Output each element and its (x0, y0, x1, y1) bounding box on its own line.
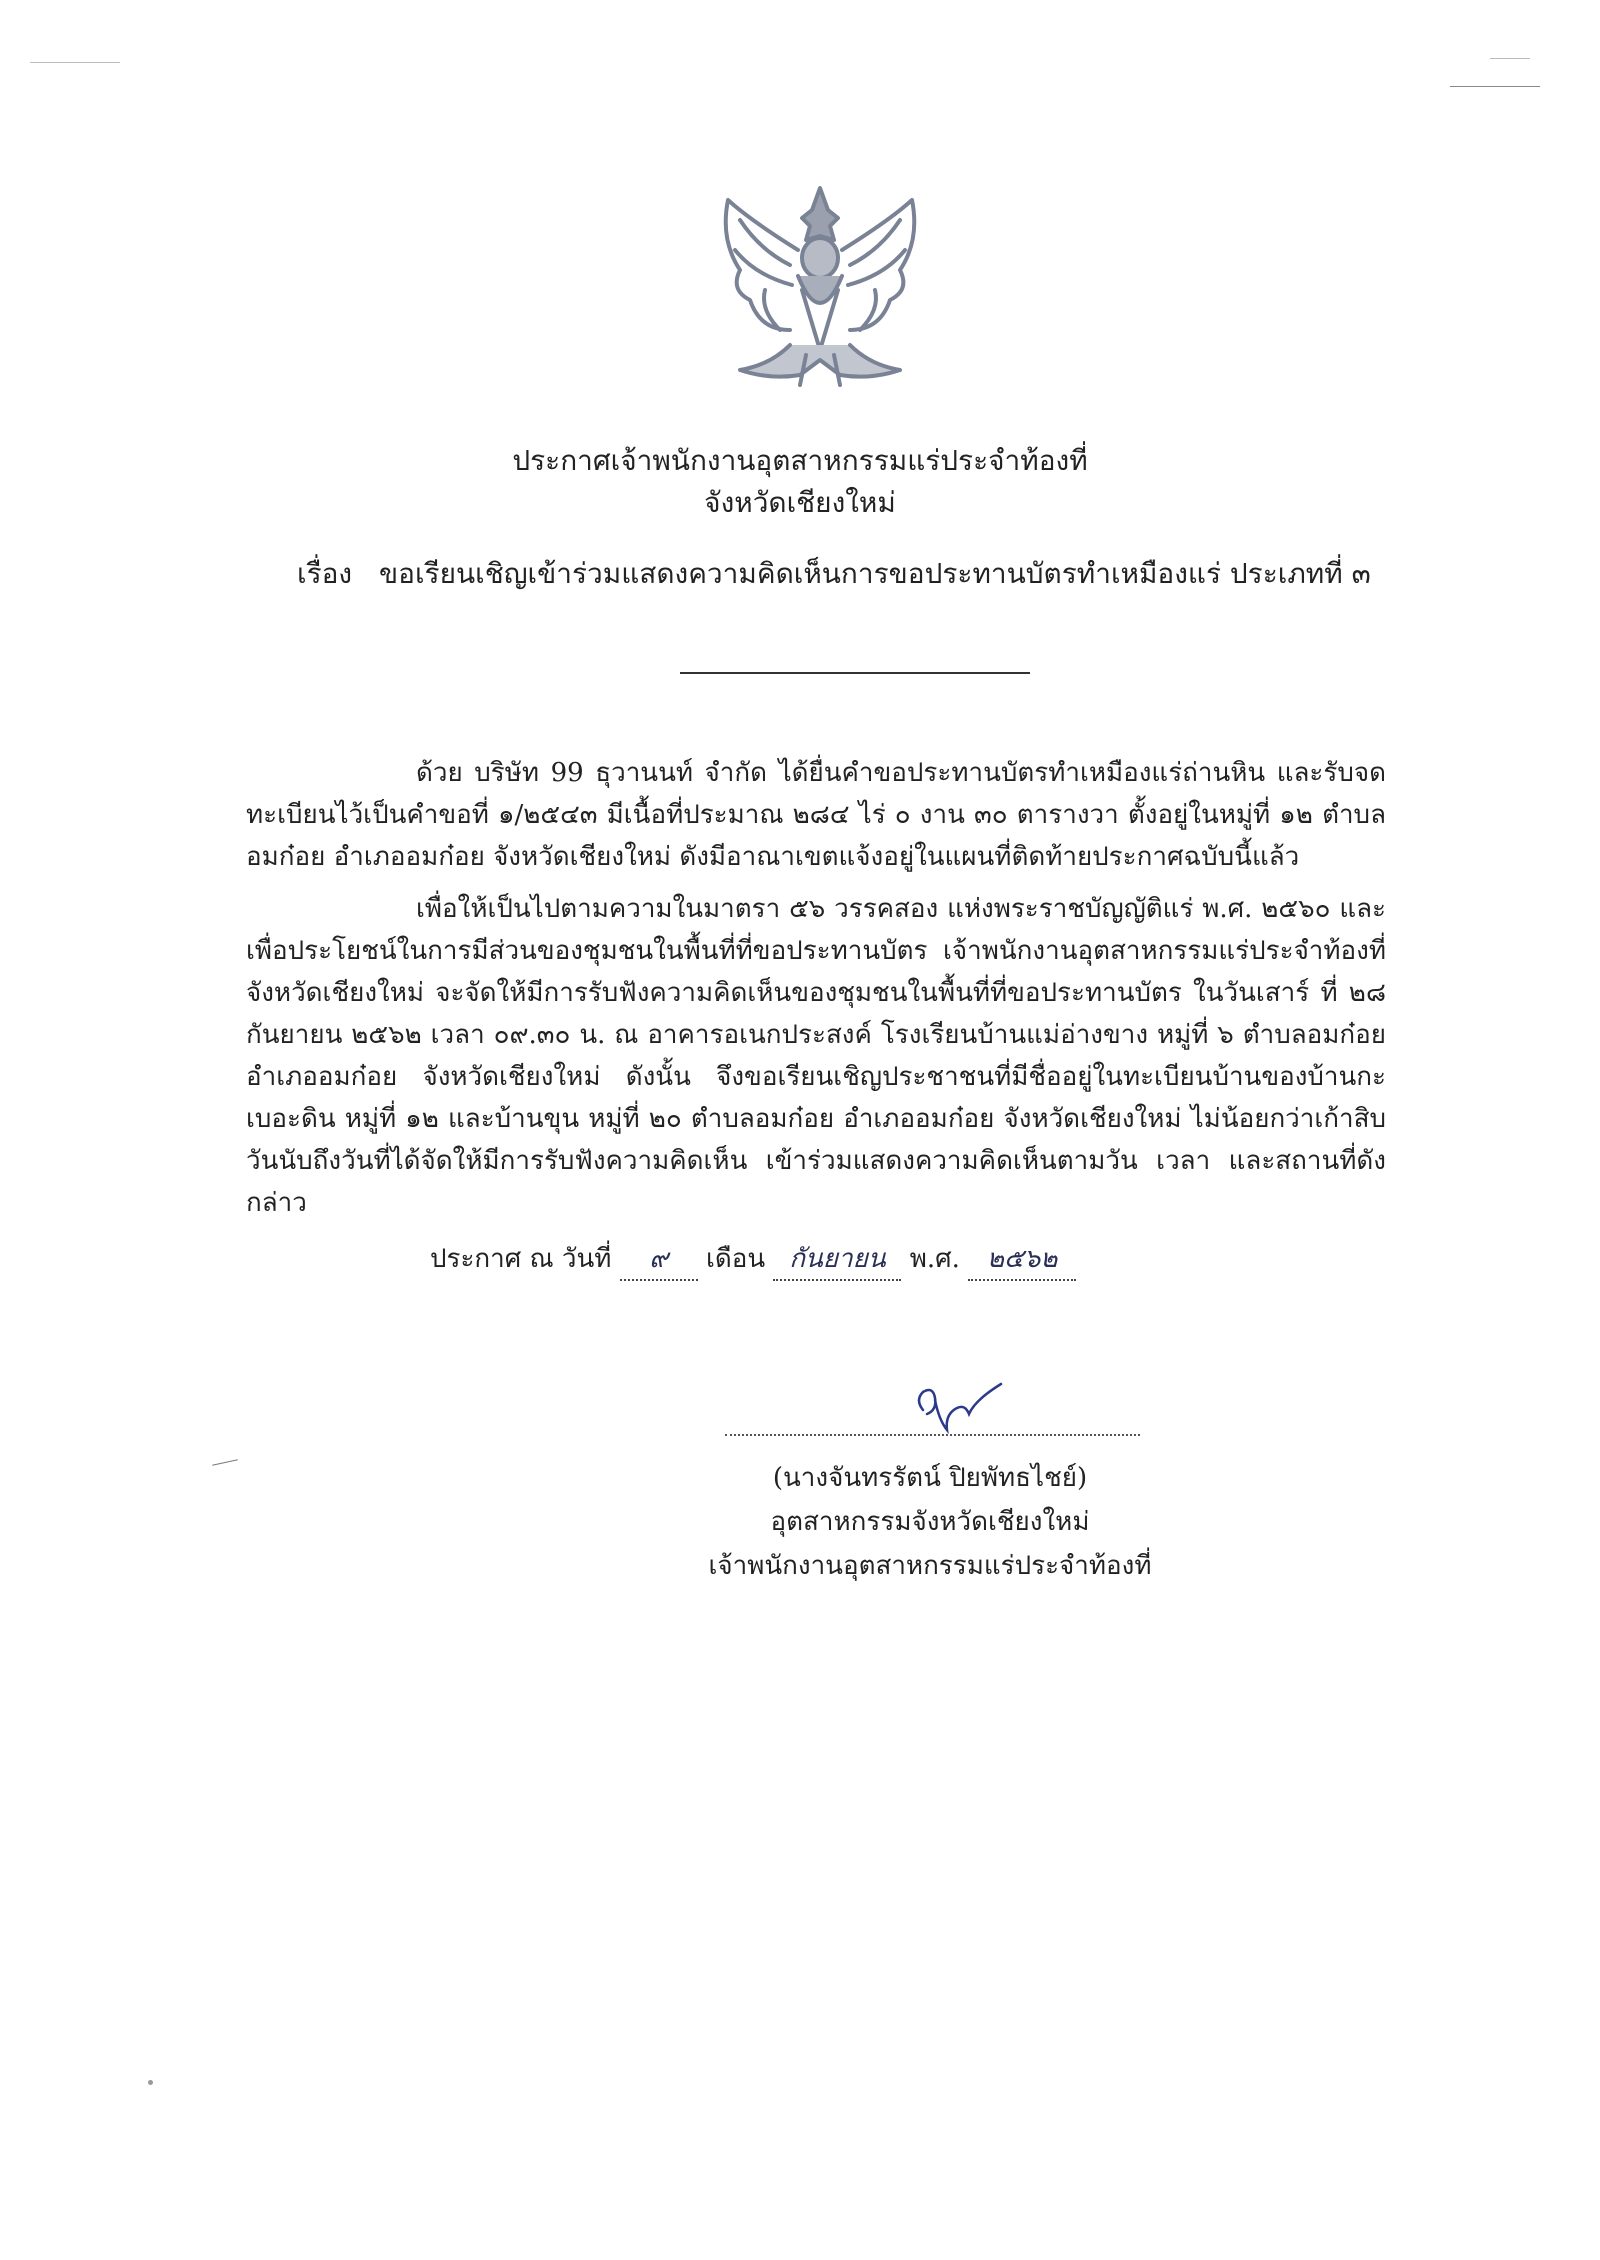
signatory-name: (นางจันทรรัตน์ ปิยพัทธไชย์) (772, 1463, 1088, 1493)
subject-label: เรื่อง (297, 557, 353, 590)
body-text (246, 752, 1386, 1234)
document-title (0, 440, 1600, 524)
title-line-1: ประกาศเจ้าพนักงานอุตสาหกรรมแร่ประจำท้องที่ (512, 444, 1088, 477)
announcement-date (430, 1238, 1076, 1281)
signatory-position-1: อุตสาหกรรมจังหวัดเชียงใหม่ (770, 1507, 1090, 1537)
month-label: เดือน (705, 1244, 766, 1274)
title-line-2: จังหวัดเชียงใหม่ (704, 486, 896, 519)
signature-line (725, 1434, 1140, 1436)
subject-line (297, 552, 1371, 596)
year-label: พ.ศ. (909, 1244, 960, 1274)
garuda-emblem-icon (710, 180, 930, 390)
announcement-month: กันยายน (773, 1238, 901, 1281)
signatory-block (700, 1456, 1160, 1588)
scan-mark (212, 1459, 238, 1465)
scan-mark (148, 2080, 153, 2085)
announcement-prefix: ประกาศ ณ วันที่ (430, 1244, 612, 1274)
subject-text: ขอเรียนเชิญเข้าร่วมแสดงความคิดเห็นการขอประทานบัตรทำเหมืองแร่ ประเภทที่ ๓ (379, 557, 1371, 590)
title-divider (680, 672, 1030, 674)
handwritten-signature (905, 1370, 1015, 1440)
paragraph-2: เพื่อให้เป็นไปตามความในมาตรา ๕๖ วรรคสอง แห่งพระราชบัญญัติแร่ พ.ศ. ๒๕๖๐ และเพื่อประโยชน์ในการมีส่วนของชุมชนในพื้นที่ที่ขอประทานบัตร เจ้าพนักงานอุตสาหกรรมแร่ประจำท้องที่จังหวัดเชียงใหม่ จะจัดให้มีการรับฟังความคิดเห็นของชุมชนในพื้นที่ที่ขอประทานบัตร ในวันเสาร์ ที่ ๒๘ กันยายน ๒๕๖๒ เวลา ๐๙.๓๐ น. ณ อาคารอเนกประสงค์ โรงเรียนบ้านแม่อ่างขาง หมู่ที่ ๖ ตำบลอมก๋อย อำเภออมก๋อย จังหวัดเชียงใหม่ ดังนั้น จึงขอเรียนเชิญประชาชนที่มีชื่ออยู่ในทะเบียนบ้านของบ้านกะเบอะดิน หมู่ที่ ๑๒ และบ้านขุน หมู่ที่ ๒๐ ตำบลอมก๋อย อำเภออมก๋อย จังหวัดเชียงใหม่ ไม่น้อยกว่าเก้าสิบวันนับถึงวันที่ได้จัดให้มีการรับฟังความคิดเห็น เข้าร่วมแสดงความคิดเห็นตามวัน เวลา และสถานที่ดังกล่าว (246, 894, 1386, 1218)
scan-mark (30, 62, 120, 63)
announcement-day: ๙ (620, 1238, 698, 1281)
scan-mark (1490, 58, 1530, 59)
signatory-position-2: เจ้าพนักงานอุตสาหกรรมแร่ประจำท้องที่ (708, 1551, 1152, 1581)
announcement-year: ๒๕๖๒ (968, 1238, 1076, 1281)
paragraph-1: ด้วย บริษัท 99 ธุวานนท์ จำกัด ได้ยื่นคำขอประทานบัตรทำเหมืองแร่ถ่านหิน และรับจดทะเบียนไว้เป็นคำขอที่ ๑/๒๕๔๓ มีเนื้อที่ประมาณ ๒๘๔ ไร่ ๐ งาน ๓๐ ตารางวา ตั้งอยู่ในหมู่ที่ ๑๒ ตำบลอมก๋อย อำเภออมก๋อย จังหวัดเชียงใหม่ ดังมีอาณาเขตแจ้งอยู่ในแผนที่ติดท้ายประกาศฉบับนี้แล้ว (246, 758, 1386, 872)
scan-mark (1450, 86, 1540, 87)
